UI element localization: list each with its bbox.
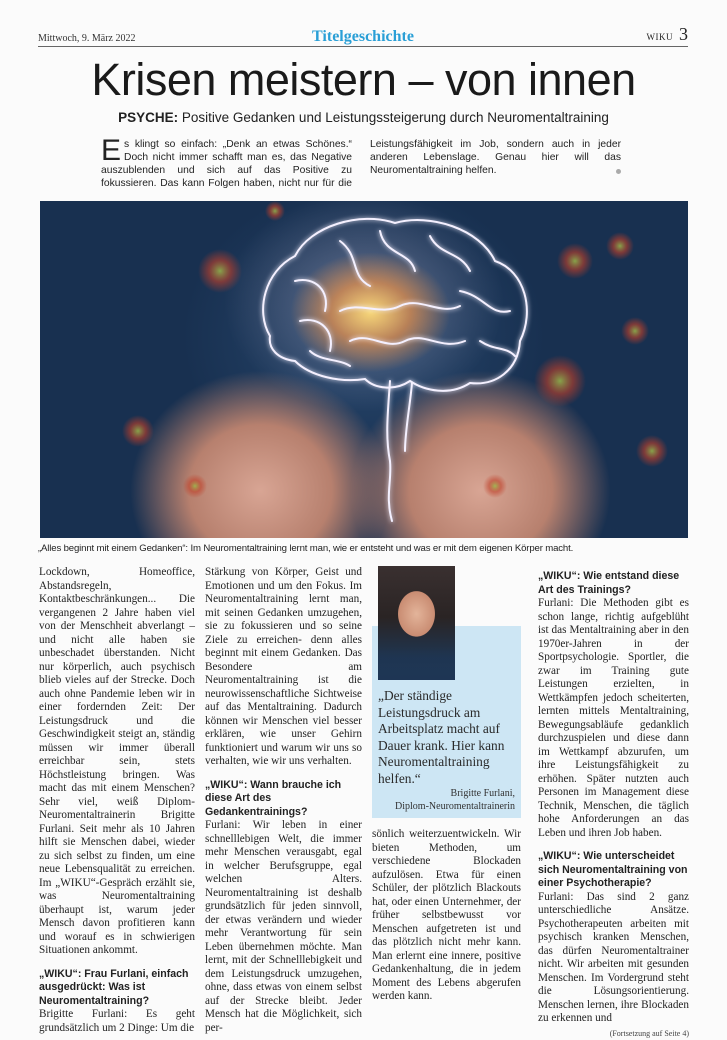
author-name: Brigitte Furlani,	[372, 788, 515, 801]
end-mark-icon	[616, 169, 621, 174]
interview-answer-1: Brigitte Furlani: Es geht grundsätzlich um 2 Dinge: Um die	[39, 1008, 195, 1035]
pull-quote-text: „Der ständige Leistungsdruck am Arbeitsplatz macht auf Dauer krank. Hier kann Neuromentaltraining helfen.“	[378, 688, 521, 787]
lead-paragraph: Lockdown, Homeoffice, Abstandsregeln, Kontaktbeschränkungen... Die vergangenen 2 Jahre haben viel von der Menschheit abverlangt – und nicht alle haben sie unbeschadet überstanden. Nicht nur körperlich, auch psychisch blieb vieles auf der Strecke. Doch auch ohne Pandemie leben wir in einer fordernden Zeit: Der Leistungsdruck und die Geschwindigkeit steigt an, ständig müssen wir immer überall erreichbar sein, stets Höchstleistung bringen. Was macht das mit einem Menschen? Sehr viel, weiß Diplom-Neuromentaltrainerin Brigitte Furlani. Seit mehr als 10 Jahren hilft sie Menschen dabei, wieder zu sich selbst zu finden, um eine neue Lebensqualität zu erreichen. Im „WIKU“-Gespräch erzählt sie, was Neuromentaltraining überhaupt ist, warum jeder Mensch davon profitieren kann und worauf es in schwierigen Situationen ankommt.	[39, 566, 195, 958]
interview-answer-3: Furlani: Die Methoden gibt es schon lange, richtig aufgeblüht ist das Mentaltraining aber in den 1970er-Jahren in der Sportpsychologie. Sportler, die zwar im Training gute Leistungen erzielten, in Wettkämpfen jedoch scheiterten, lernten mittels Mentaltraining, Bewegungsabläufe gedanklich durchzuspielen und diese dann im Wettkampf abzurufen, um ihre Leistungsfähigkeit zu erhöhen. Später nutzten auch Personen im Management diese Technik, Menschen, die täglich hohe Anforderungen an das Leben und ihren Job haben.	[538, 597, 689, 840]
article-column-1	[39, 566, 195, 1035]
interview-question-2: „WIKU“: Wann brauche ich diese Art des Gedankentrainings?	[205, 779, 362, 820]
headline: Krisen meistern – von innen	[0, 54, 727, 106]
author-title: Diplom-Neuromentaltrainerin	[372, 801, 515, 814]
subheadline-kicker: PSYCHE:	[118, 110, 178, 125]
page-number: 3	[679, 24, 688, 44]
portrait-photo-brigitte-furlani	[378, 566, 455, 680]
article-column-4	[538, 570, 689, 1040]
glowing-brain-icon	[40, 201, 688, 538]
section-title: Titelgeschichte	[38, 28, 688, 46]
pull-quote-author	[372, 788, 515, 813]
issue-date: Mittwoch, 9. März 2022	[38, 33, 136, 44]
publication-name: WIKU	[647, 32, 674, 42]
interview-answer-2: Furlani: Wir leben in einer schnelllebigen Welt, die immer mehr Menschen verausgabt, egal in welcher Berufsgruppe, egal welchen Alters. Neuromentaltraining ist deshalb grundsätzlich für jeden sinnvoll, der etwas verändern und wieder mehr Verantwortung für sein Leben übernehmen möchte. Man lernt, mit der Schnelllebigkeit und dem Leistungsdruck umzugehen, ohne, dass etwas von einem selbst auf der Strecke bleibt. Jeder Mensch hat die Möglichkeit, sich per-	[205, 819, 362, 1035]
interview-answer-2-cont: sönlich weiterzuentwickeln. Wir bieten Methoden, um verschiedene Blockaden aufzulösen. Etwa für einen Schüler, der plötzlich Blackouts hat, oder einen Unternehmer, der früher selbstbewusst vor Menschen aufgetreten ist und das plötzlich nicht mehr kann. Man erlernt eine innere, positive Gedankenhaltung, die in jedem Moment des Lebens abgerufen werden kann.	[372, 828, 521, 1004]
page-header	[38, 26, 688, 47]
drop-cap: E	[101, 139, 121, 163]
publication-info	[647, 24, 689, 45]
image-caption: „Alles beginnt mit einem Gedanken“: Im Neuromentaltraining lernt man, wie er entsteht und was er mit dem eigenen Körper macht.	[38, 543, 573, 554]
article-column-3	[372, 828, 521, 1004]
intro-text: s klingt so einfach: „Denk an etwas Schönes.“ Doch nicht immer schafft man es, das Negative auszublenden und sich auf das Positive zu fokussieren. Das kann Folgen haben, nicht nur für die Leistungsfähigkeit im Job, sondern auch in jeder anderen Lebenslage. Genau hier will das Neuromentaltraining helfen.	[101, 139, 621, 189]
intro-paragraph	[101, 138, 621, 190]
subheadline-text: Positive Gedanken und Leistungssteigerung durch Neuromentaltraining	[178, 110, 609, 125]
hero-image-brain-hands	[40, 201, 688, 538]
interview-answer-1-cont: Stärkung von Körper, Geist und Emotionen und um den Fokus. Im Neuromentaltraining lernt man, mit seinen Gedanken umzugehen, sie zu fokussieren und so seine Ziele zu erreichen- denn alles beginnt mit einem Gedanken. Das Besondere am Neuromentaltraining ist die neurowissenschaftliche Sichtweise auf das Mentaltraining. Dadurch können wir Menschen viel besser erklären, wie unser Gehirn funktioniert und warum wir uns so verhalten, wie wir uns verhalten.	[205, 566, 362, 769]
interview-answer-4: Furlani: Das sind 2 ganz unterschiedliche Ansätze. Psychotherapeuten arbeiten mit psychisch kranken Menschen, das dürfen Neuromentaltrainer nicht. Wir arbeiten mit gesunden Menschen. Im Vordergrund steht die Lösungsorientierung. Menschen lernen, ihre Blockaden zu erkennen und	[538, 891, 689, 1026]
interview-question-4: „WIKU“: Wie unterscheidet sich Neuromentaltraining von einer Psychotherapie?	[538, 850, 689, 891]
interview-question-1: „WIKU“: Frau Furlani, einfach ausgedrückt: Was ist Neuromentaltraining?	[39, 968, 195, 1009]
continuation-link[interactable]: (Fortsetzung auf Seite 4)	[538, 1027, 689, 1040]
interview-question-3: „WIKU“: Wie entstand diese Art des Trainings?	[538, 570, 689, 597]
article-column-2	[205, 566, 362, 1035]
subheadline	[0, 110, 727, 125]
